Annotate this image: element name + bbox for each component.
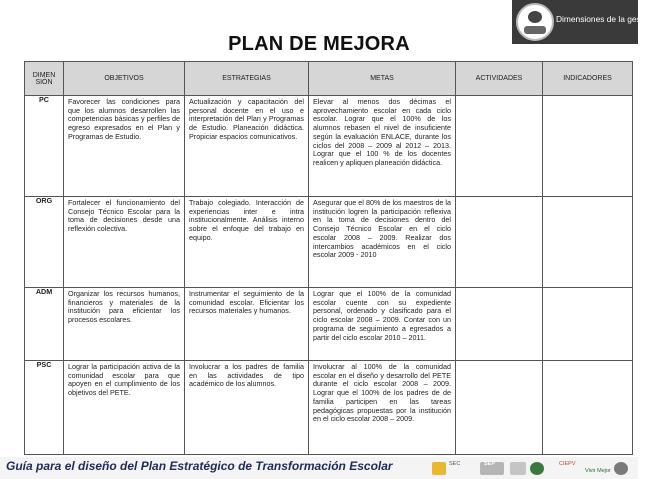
metas-text: Involucrar al 100% de la comunidad escolar en el diseño y desarrollo del PETE durante el ciclo escolar 2008 – 2009. Lograr que el 100% de los padres de de familia participen en las tareas pedagógicas propuestas por la institución en el ciclo escolar 2008 – 2009.: [313, 362, 451, 424]
header-dimension: DIMEN SIÓN: [25, 62, 64, 96]
indicadores-cell: [543, 197, 633, 288]
estrategias-text: Instrumentar el seguimiento de la comunidad escolar. Eficientar los recursos materiales y humanos.: [189, 289, 304, 316]
objetivos-cell: [64, 96, 185, 197]
actividades-cell: [456, 288, 543, 361]
footer-logo-vivir-mejor: Vivir Mejor: [585, 468, 611, 474]
objetivos-cell: [64, 197, 185, 288]
metas-text: Elevar al menos dos décimas el aprovechamiento escolar en cada ciclo escolar. Lograr que el 100% de los alumnos rebasen el nivel de insuficiente según la evaluación ENLACE, durante los ciclos del 2008 – 2009 al 2012 – 2013. Lograr que el 100 % de los docentes realicen y apliquen planeación didáctica.: [313, 97, 451, 167]
actividades-cell: [456, 361, 543, 455]
footer-logo-ciepv: CIEPV: [559, 461, 576, 467]
indicadores-cell: [543, 96, 633, 197]
dimension-cell: ADM: [25, 288, 64, 361]
estrategias-cell: [185, 288, 309, 361]
crest-logo-icon: [510, 462, 526, 475]
improvement-plan-table: [24, 61, 633, 455]
metas-text: Lograr que el 100% de la comunidad escolar cuente con su expediente personal, ordenado y clasificado para el ciclo escolar 2008 – 2009. Contar con un programa de seguimiento a egresados a partir del ciclo escolar 2010 – 2011.: [313, 289, 451, 342]
header-metas: METAS: [309, 62, 456, 96]
footer-logo-sep: SEP: [484, 461, 496, 467]
metas-cell: [309, 96, 456, 197]
footer-bar: [0, 457, 638, 479]
table-row: [25, 288, 633, 361]
dimension-cell: PSC: [25, 361, 64, 455]
page-title: PLAN DE MEJORA: [228, 33, 410, 55]
objetivos-text: Fortalecer el funcionamiento del Consejo Técnico Escolar para la toma de decisiones desde una reflexión colectiva.: [68, 198, 180, 234]
estrategias-text: Involucrar a los padres de familia en las actividades de tipo académico de los alumnos.: [189, 362, 304, 389]
logo-caption: Dimensiones de la gestión: [556, 14, 654, 24]
header-actividades: ACTIVIDADES: [456, 62, 543, 96]
header-objetivos: OBJETIVOS: [64, 62, 185, 96]
header-estrategias: ESTRATEGIAS: [185, 62, 309, 96]
metas-cell: [309, 197, 456, 288]
estrategias-cell: [185, 361, 309, 455]
dimension-cell: PC: [25, 96, 64, 197]
table-row: [25, 361, 633, 455]
objetivos-text: Favorecer las condiciones para que los alumnos desarrollen las competencias básicas y perfiles de egreso expresados en el Plan y Programas de Estudio.: [68, 97, 180, 141]
estrategias-text: Trabajo colegiado. Interacción de experiencias inter e intra institucionalmente. Análisis interno sobre el enfoque del trabajo en equipo.: [189, 198, 304, 242]
objetivos-cell: [64, 361, 185, 455]
actividades-cell: [456, 197, 543, 288]
estrategias-text: Actualización y capacitación del personal docente en el uso e interpretación del Plan y Programas de Estudio. Planeación didáctica. Propiciar espacios comunicativos.: [189, 97, 304, 141]
metas-cell: [309, 361, 456, 455]
indicadores-cell: [543, 288, 633, 361]
table-row: [25, 197, 633, 288]
table-row: [25, 96, 633, 197]
emblem-icon: [614, 462, 628, 475]
footer-logo-sec: SEC: [449, 461, 461, 467]
round-seal-icon: [530, 462, 544, 475]
estrategias-cell: [185, 197, 309, 288]
sun-logo-icon: [432, 462, 446, 475]
objetivos-cell: [64, 288, 185, 361]
metas-text: Asegurar que el 80% de los maestros de la institución logren la participación reflexiva en la toma de decisiones dentro del Consejo Técnico Escolar en el ciclo escolar 2008 – 2009. Realizar dos intercambios académicos en el ciclo escolar 2009 - 2010: [313, 198, 451, 260]
objetivos-text: Organizar los recursos humanos, financieros y materiales de la institución para eficientar los procesos escolares.: [68, 289, 180, 325]
objetivos-text: Lograr la participación activa de la comunidad escolar para que apoyen en el cumplimiento de los objetivos del PETE.: [68, 362, 180, 398]
indicadores-cell: [543, 361, 633, 455]
estrategias-cell: [185, 96, 309, 197]
header-indicadores: INDICADORES: [543, 62, 633, 96]
actividades-cell: [456, 96, 543, 197]
dimension-cell: ORG: [25, 197, 64, 288]
footer-title: Guía para el diseño del Plan Estratégico de Transformación Escolar: [6, 459, 393, 473]
metas-cell: [309, 288, 456, 361]
table-header-row: [25, 62, 633, 96]
